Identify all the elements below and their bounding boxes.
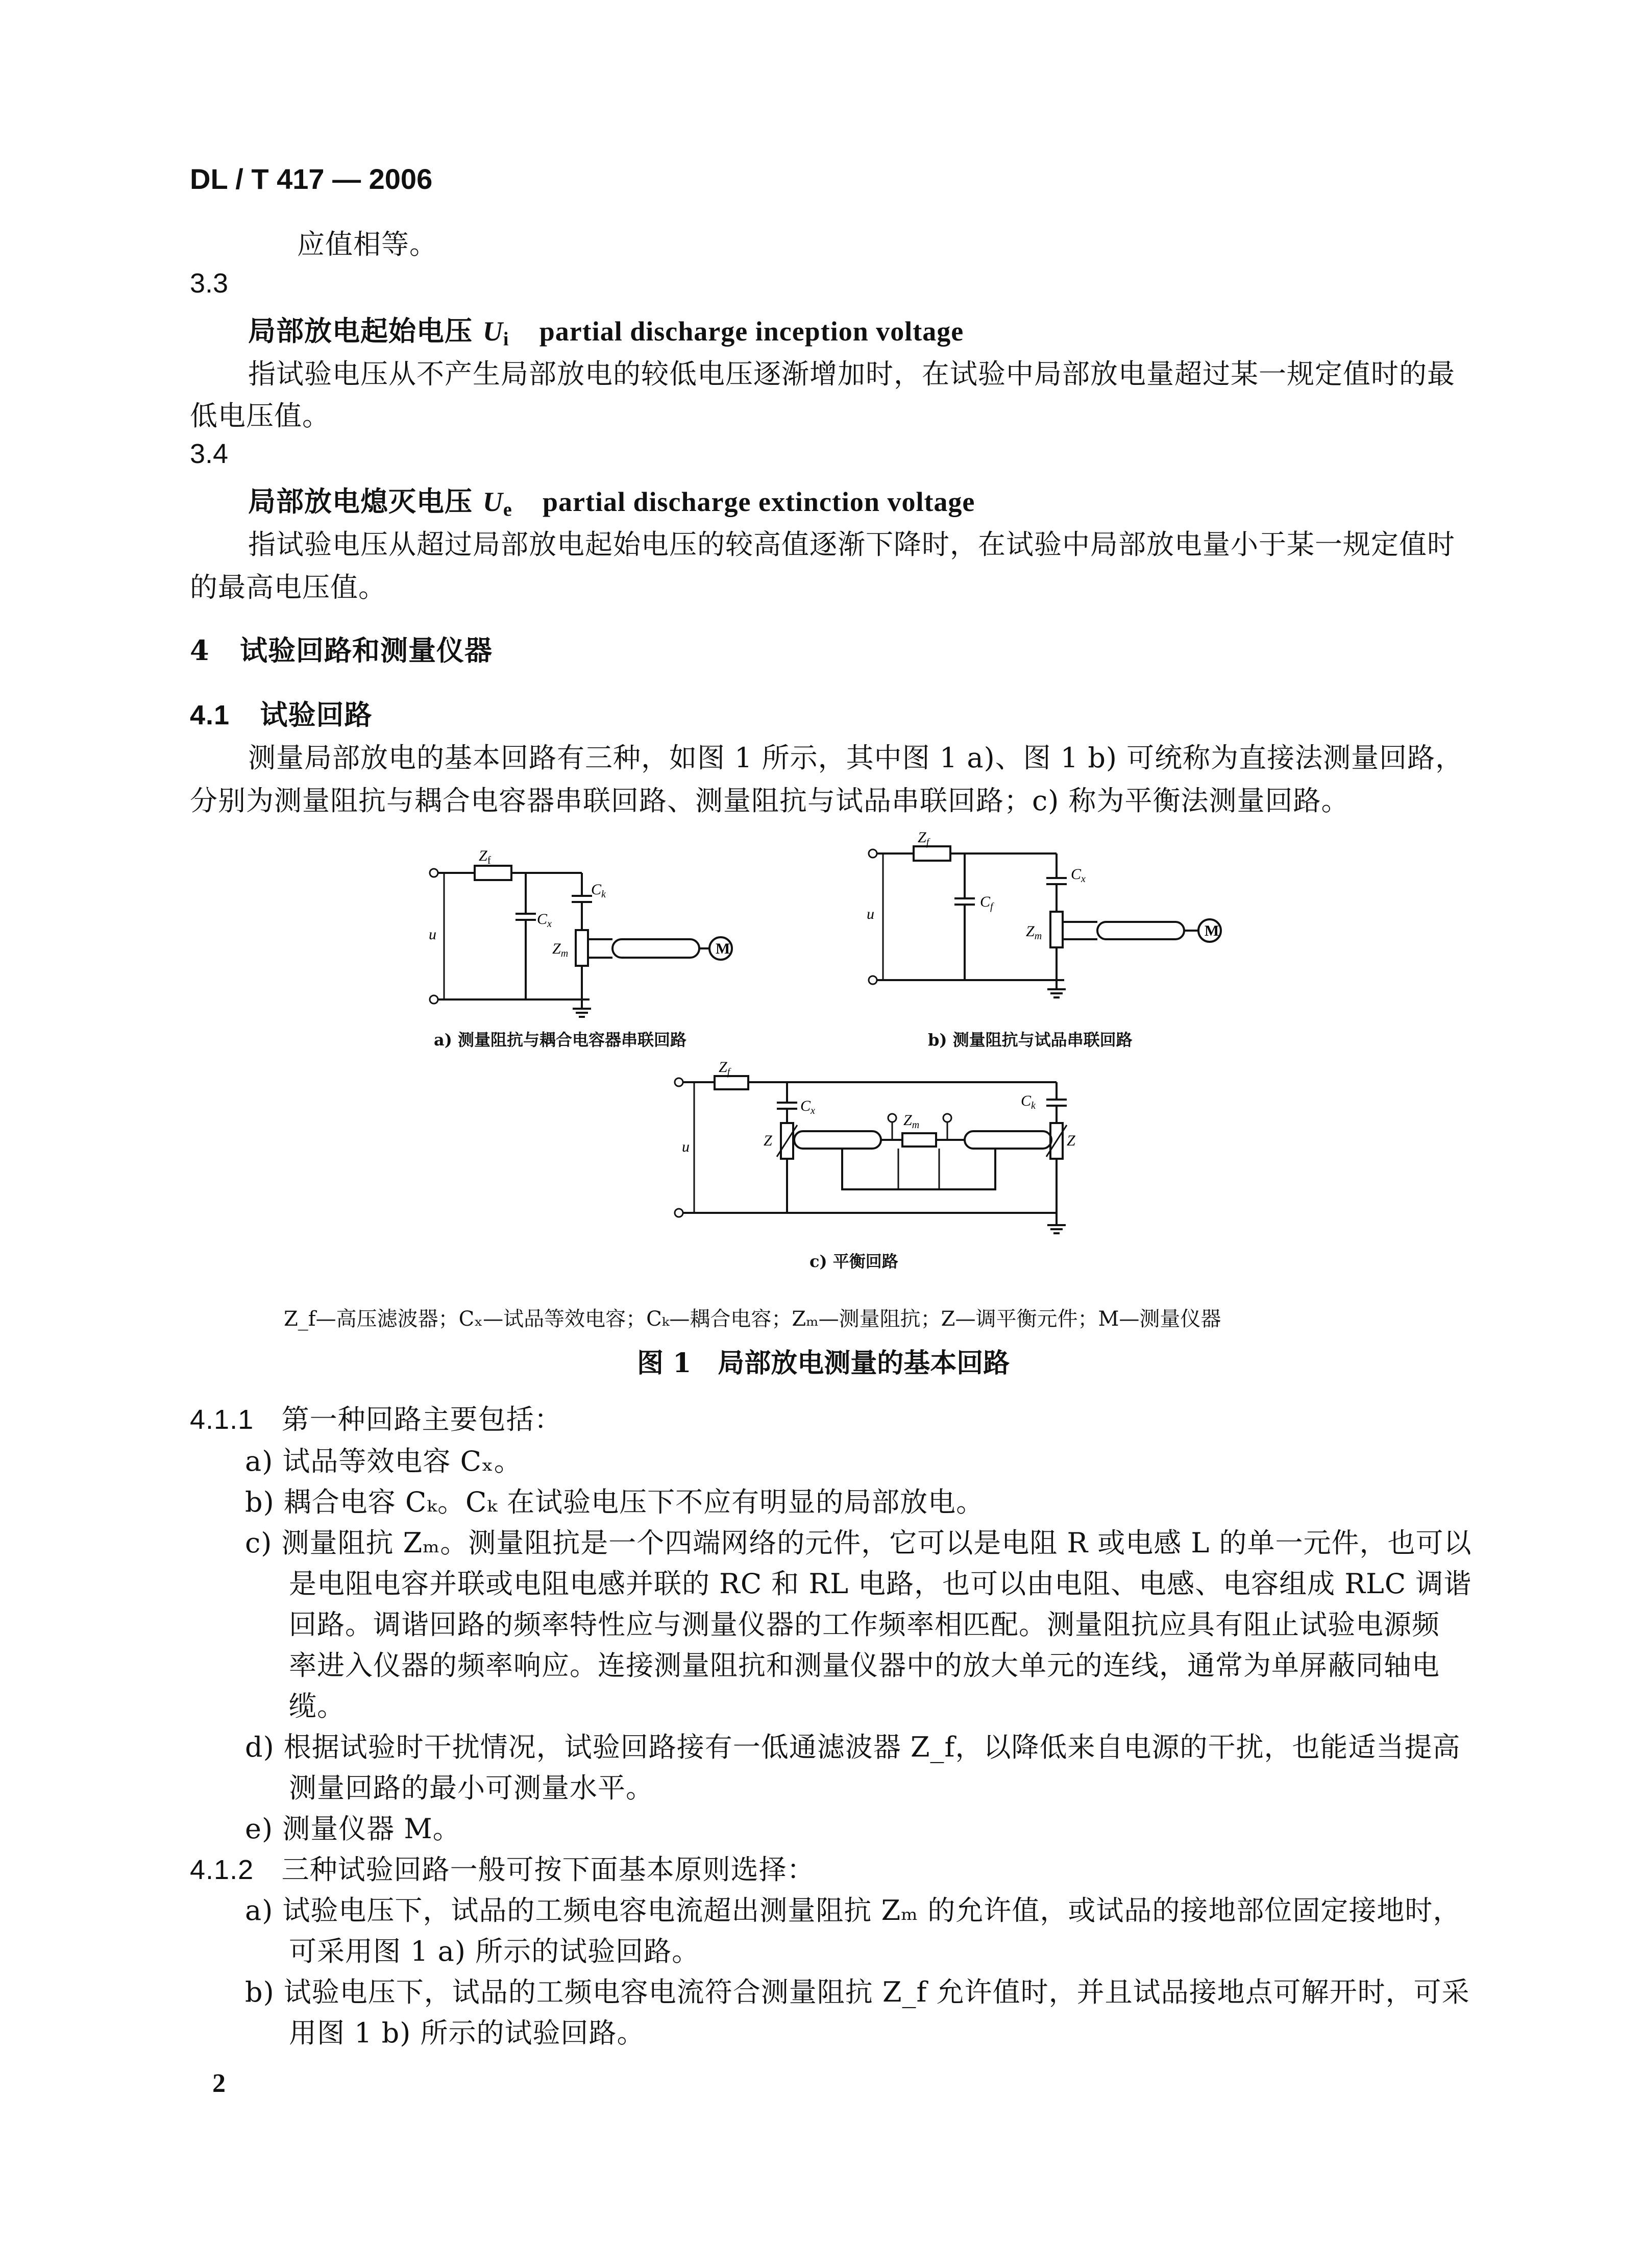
rule-b-line-1: b) 试验电压下，试品的工频电容电流符合测量阻抗 Z_f 允许值时，并且试品接地点可解开时，可采 <box>245 1976 1470 2008</box>
label-u: u <box>867 906 874 922</box>
zm-resistor <box>1050 912 1063 947</box>
figure-legend: Z_f—高压滤波器；Cₓ—试品等效电容；Cₖ—耦合电容；Zₘ—测量阻抗；Z—调平衡元件；M—测量仪器 <box>284 1307 1221 1331</box>
section-4-1-1-heading <box>190 1398 562 1437</box>
section-3-3-title <box>248 309 964 350</box>
label-m: M <box>716 940 730 957</box>
label-cx: $C_x$ <box>537 911 552 930</box>
list-item-d-line-1: d) 根据试验时干扰情况，试验回路接有一低通滤波器 Z_f，以降低来自电源的干扰，也能适当提高 <box>245 1731 1461 1763</box>
label-z-right: Z <box>1067 1132 1075 1149</box>
rule-a-line-1: a) 试验电压下，试品的工频电容电流超出测量阻抗 Zₘ 的允许值，或试品的接地部位固定接地时， <box>245 1894 1461 1926</box>
rule-a-line-2: 可采用图 1 a) 所示的试验回路。 <box>289 1935 700 1967</box>
section-4-heading <box>190 629 493 668</box>
document-header: DL / T 417 — 2006 <box>190 163 433 195</box>
label-z-left: Z <box>764 1132 772 1149</box>
section-4-1-body-line-1: 测量局部放电的基本回路有三种，如图 1 所示，其中图 1 a)、图 1 b) 可统称为直接法测量回路， <box>248 742 1464 774</box>
label-zm: $Z_m$ <box>903 1112 920 1131</box>
page-number: 2 <box>212 2069 226 2098</box>
section-4-1-1-title: 第一种回路主要包括： <box>281 1403 562 1435</box>
label-cx: $C_x$ <box>1071 866 1086 885</box>
terminal-top <box>430 869 438 877</box>
zm-resistor <box>576 930 588 966</box>
list-item-c-line-5: 缆。 <box>289 1690 345 1722</box>
label-zf: $Z_f$ <box>918 829 929 848</box>
section-4-1-body-line-2: 分别为测量阻抗与耦合电容器串联回路、测量阻抗与试品串联回路；c) 称为平衡法测量回路。 <box>190 785 1349 817</box>
circuit-diagram-a <box>419 837 776 1031</box>
section-3-4-symbol: $U_e$ <box>482 486 512 521</box>
section-3-3-title-en: partial discharge inception voltage <box>539 316 964 347</box>
section-4-1-2-title: 三种试验回路一般可按下面基本原则选择： <box>281 1854 815 1886</box>
label-zf: $Z_f$ <box>479 847 491 866</box>
list-item-e: e) 测量仪器 M。 <box>245 1813 461 1845</box>
circuit-diagram-c <box>664 1057 1092 1246</box>
label-ck: $C_k$ <box>1021 1092 1036 1111</box>
label-zm: $Z_m$ <box>1026 923 1042 942</box>
figure-caption-a: a) 测量阻抗与耦合电容器串联回路 <box>434 1030 687 1050</box>
label-zf: $Z_f$ <box>719 1059 730 1078</box>
section-3-3-symbol: $U_i$ <box>482 316 509 350</box>
list-item-c-line-4: 率进入仪器的频率响应。连接测量阻抗和测量仪器中的放大单元的连线，通常为单屏蔽同轴电 <box>289 1649 1440 1681</box>
section-3-4-title-cn: 局部放电熄灭电压 <box>248 485 473 518</box>
section-3-4-body-line-1: 指试验电压从超过局部放电起始电压的较高值逐渐下降时，在试验中局部放电量小于某一规定值时 <box>248 528 1455 560</box>
coax-cable-left <box>794 1131 881 1149</box>
figure-caption-c: c) 平衡回路 <box>809 1252 898 1271</box>
list-item-c-line-3: 回路。调谐回路的频率特性应与测量仪器的工作频率相匹配。测量阻抗应具有阻止试验电源频 <box>289 1608 1440 1641</box>
label-u: u <box>682 1138 690 1155</box>
label-zm: $Z_m$ <box>552 940 569 959</box>
zm-box <box>902 1133 936 1147</box>
section-4-1-number: 4.1 <box>190 700 230 730</box>
label-ck: $C_k$ <box>591 881 606 900</box>
section-3-4-number: 3.4 <box>190 438 229 469</box>
section-3-3-number: 3.3 <box>190 268 229 299</box>
section-3-3-title-cn: 局部放电起始电压 <box>248 314 473 347</box>
section-3-4-body-line-2: 的最高电压值。 <box>190 571 386 603</box>
section-4-1-heading <box>190 693 372 733</box>
coax-cable <box>612 939 699 958</box>
coax-cable-right <box>965 1131 1051 1149</box>
circuit-diagram-b <box>857 822 1245 1016</box>
filter-zf-box <box>475 866 511 880</box>
label-cx: $C_x$ <box>800 1098 815 1116</box>
section-3-4-title <box>248 480 975 521</box>
figure-caption-b: b) 测量阻抗与试品串联回路 <box>928 1030 1133 1050</box>
list-item-d-line-2: 测量回路的最小可测量水平。 <box>289 1772 654 1804</box>
rule-b-line-2: 用图 1 b) 所示的试验回路。 <box>289 2017 645 2049</box>
section-3-3-body-line-2: 低电压值。 <box>190 400 330 432</box>
list-item-c-line-2: 是电阻电容并联或电阻电感并联的 RC 和 RL 电路，也可以由电阻、电感、电容组成 RLC 调谐 <box>289 1568 1472 1600</box>
section-4-1-title: 试验回路 <box>260 698 373 731</box>
coax-cable <box>1097 922 1184 939</box>
filter-zf-box <box>914 846 950 861</box>
label-cf: $C_f$ <box>980 893 993 912</box>
section-3-4-title-en: partial discharge extinction voltage <box>543 486 975 517</box>
figure-title: 图 1 局部放电测量的基本回路 <box>637 1348 1010 1379</box>
list-item-b: b) 耦合电容 Cₖ。Cₖ 在试验电压下不应有明显的局部放电。 <box>245 1486 985 1518</box>
label-u: u <box>429 926 436 943</box>
section-4-1-2-number: 4.1.2 <box>190 1855 254 1885</box>
section-3-3-body-line-1: 指试验电压从不产生局部放电的较低电压逐渐增加时，在试验中局部放电量超过某一规定值时的最 <box>248 358 1455 390</box>
paragraph-tail: 应值相等。 <box>297 228 437 260</box>
section-4-title: 试验回路和测量仪器 <box>239 634 493 667</box>
list-item-a: a) 试品等效电容 Cₓ。 <box>245 1445 522 1477</box>
label-m: M <box>1205 922 1219 939</box>
terminal-bottom <box>430 995 438 1004</box>
section-4-1-1-number: 4.1.1 <box>190 1404 254 1435</box>
filter-zf-box <box>715 1076 748 1089</box>
section-4-number: 4 <box>190 634 210 667</box>
section-4-1-2-heading <box>190 1848 815 1887</box>
list-item-c-line-1: c) 测量阻抗 Zₘ。测量阻抗是一个四端网络的元件，它可以是电阻 R 或电感 L 的单一元件，也可以 <box>245 1527 1472 1559</box>
